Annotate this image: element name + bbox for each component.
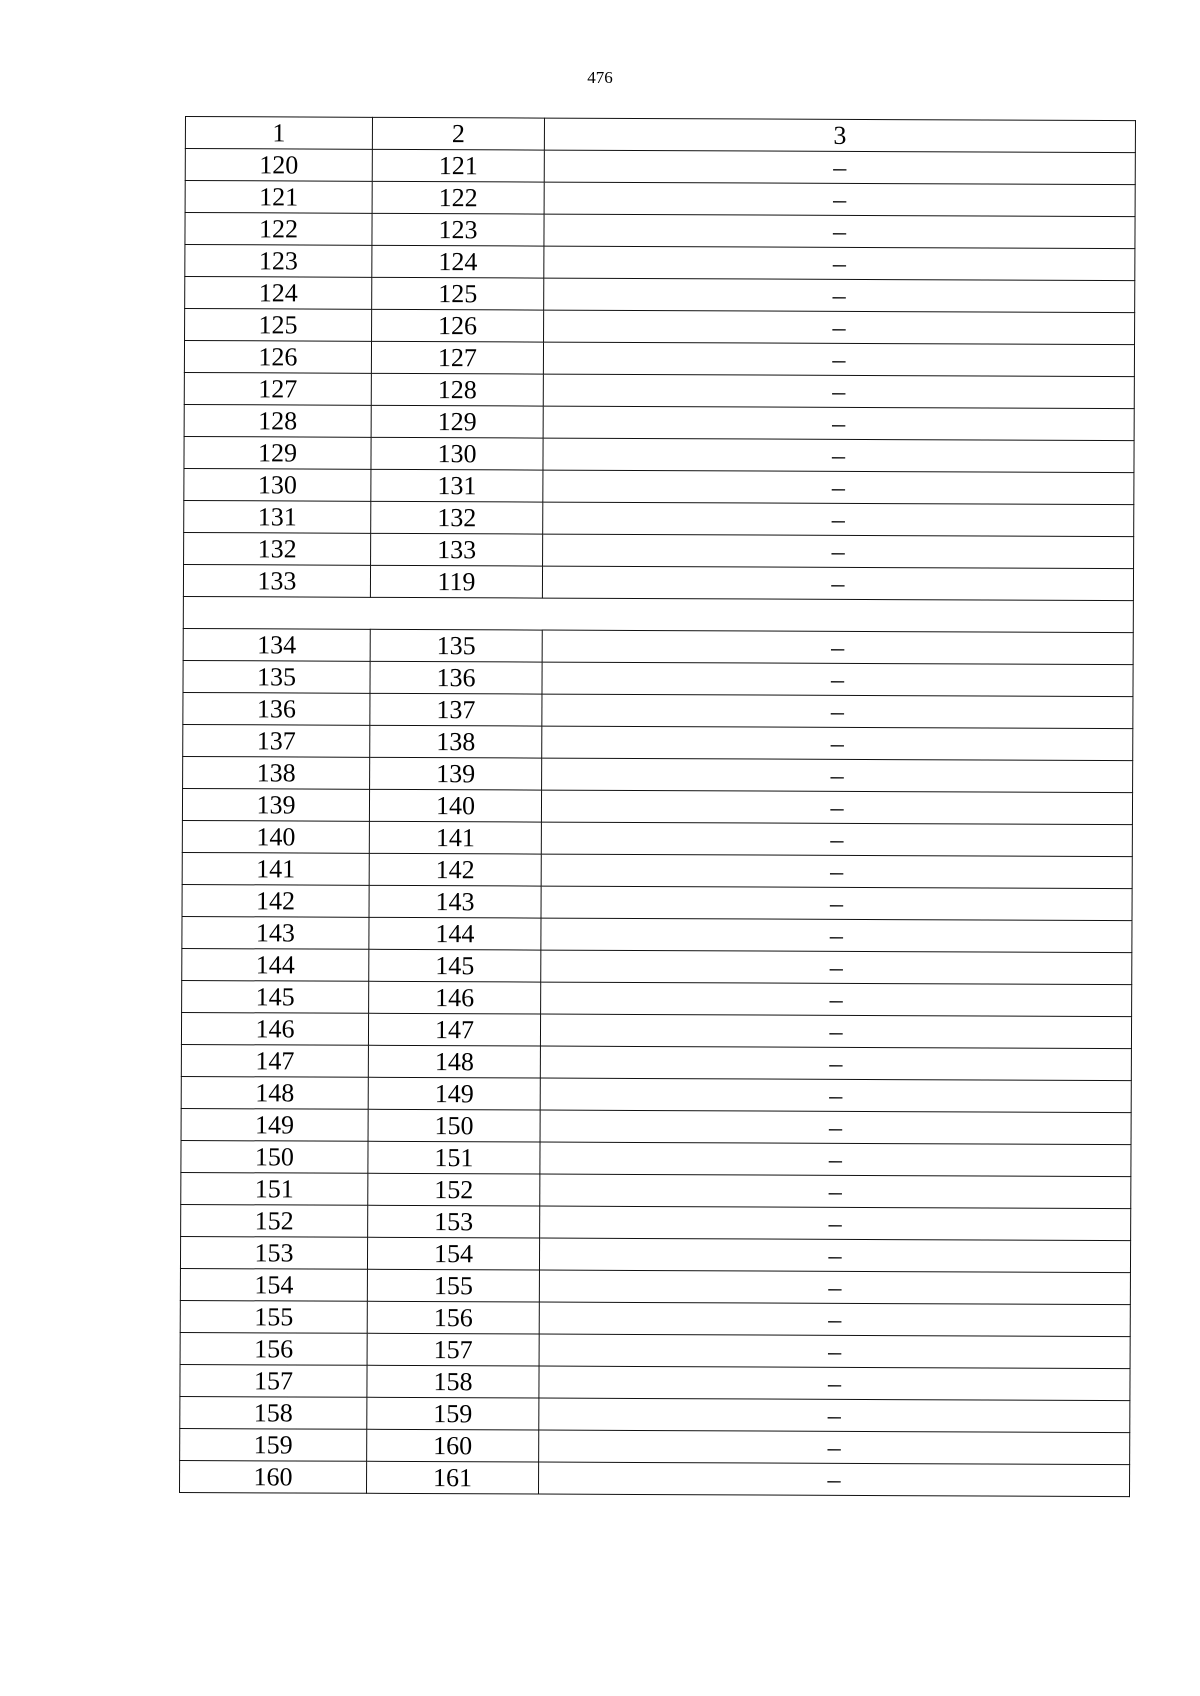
table-cell: 137: [370, 693, 542, 726]
table-cell: 127: [184, 372, 371, 405]
table-row: [181, 1076, 1131, 1112]
table-cell: 131: [184, 500, 371, 533]
table-cell: 148: [181, 1076, 368, 1109]
table-row: [181, 1140, 1131, 1176]
table-cell: –: [540, 1014, 1131, 1049]
table-row: [185, 277, 1135, 313]
table-row: [184, 468, 1134, 504]
table-row: [182, 788, 1132, 824]
data-table: [179, 116, 1136, 1497]
table-cell: –: [542, 758, 1133, 793]
table-cell: –: [540, 1046, 1131, 1081]
table-row: [181, 1172, 1131, 1208]
table-cell: –: [540, 1174, 1131, 1209]
table-cell: –: [543, 470, 1134, 505]
table-cell: 146: [181, 1012, 368, 1045]
table-cell: 132: [184, 532, 371, 565]
table-cell: 143: [369, 885, 541, 918]
table-cell: 135: [183, 660, 370, 693]
table-row: [183, 756, 1133, 792]
table-row: [185, 149, 1135, 185]
section-divider-row: [183, 596, 1133, 632]
empty-divider-cell: [183, 596, 1133, 632]
page-number: 476: [587, 68, 613, 87]
table-cell: 136: [183, 692, 370, 725]
table-cell: 138: [183, 756, 370, 789]
table-cell: –: [541, 982, 1132, 1017]
table-cell: –: [539, 1430, 1130, 1465]
table-cell: –: [539, 1270, 1130, 1305]
table-cell: 129: [184, 436, 371, 469]
table-cell: –: [542, 694, 1133, 729]
table-cell: 145: [182, 980, 369, 1013]
table-cell: –: [544, 310, 1135, 345]
table-cell: 128: [371, 373, 543, 406]
table-header-row: [185, 117, 1135, 153]
table-cell: 149: [368, 1077, 540, 1110]
table-row: [185, 213, 1135, 249]
table-cell: 140: [182, 820, 369, 853]
table-cell: –: [543, 406, 1134, 441]
table-cell: 156: [180, 1332, 367, 1365]
table-row: [184, 532, 1134, 568]
table-row: [183, 724, 1133, 760]
table-cell: 154: [367, 1237, 539, 1270]
table-cell: 130: [371, 437, 543, 470]
table-cell: 139: [370, 757, 542, 790]
table-cell: 147: [368, 1013, 540, 1046]
table-cell: 148: [368, 1045, 540, 1078]
table-cell: 135: [370, 629, 542, 662]
table-row: [184, 341, 1134, 377]
table-row: [180, 1396, 1130, 1432]
table-row: [183, 628, 1133, 664]
table-row: [182, 884, 1132, 920]
table-cell: 126: [372, 309, 544, 342]
table-cell: 151: [368, 1141, 540, 1174]
table-cell: –: [539, 1238, 1130, 1273]
table-cell: 127: [371, 341, 543, 374]
table-cell: –: [543, 342, 1134, 377]
table-row: [184, 436, 1134, 472]
header-cell: 2: [372, 117, 544, 150]
table-row: [181, 1108, 1131, 1144]
table-cell: –: [543, 374, 1134, 409]
table-cell: 137: [183, 724, 370, 757]
table-cell: 159: [367, 1397, 539, 1430]
table-cell: 155: [180, 1300, 367, 1333]
table-cell: –: [541, 950, 1132, 985]
table-cell: 140: [369, 789, 541, 822]
table-row: [180, 1300, 1130, 1336]
table-row: [180, 1236, 1130, 1272]
table-cell: –: [543, 534, 1134, 569]
table-row: [184, 372, 1134, 408]
table-cell: 141: [182, 852, 369, 885]
table-cell: –: [544, 182, 1135, 217]
table-cell: 126: [184, 341, 371, 374]
table-row: [181, 1012, 1131, 1048]
table-row: [181, 1044, 1131, 1080]
table-cell: –: [539, 1398, 1130, 1433]
table-cell: –: [541, 918, 1132, 953]
table-cell: 161: [366, 1461, 538, 1494]
table-cell: 139: [182, 788, 369, 821]
table-cell: 145: [369, 949, 541, 982]
table-cell: 142: [369, 853, 541, 886]
table-cell: –: [544, 278, 1135, 313]
table-cell: –: [543, 502, 1134, 537]
table-cell: –: [539, 1366, 1130, 1401]
table-cell: 158: [367, 1365, 539, 1398]
table-row: [185, 245, 1135, 281]
table-cell: –: [538, 1462, 1129, 1497]
table-cell: 144: [182, 948, 369, 981]
table-row: [181, 1204, 1131, 1240]
table-cell: 133: [183, 564, 370, 597]
table-cell: 153: [368, 1205, 540, 1238]
table-row: [180, 1428, 1130, 1464]
table-cell: 152: [181, 1204, 368, 1237]
table-body: [179, 117, 1135, 1497]
table-cell: 150: [181, 1140, 368, 1173]
table-cell: –: [541, 822, 1132, 857]
table-cell: 142: [182, 884, 369, 917]
table-cell: –: [544, 246, 1135, 281]
table-row: [185, 309, 1135, 345]
table-cell: 144: [369, 917, 541, 950]
table-cell: –: [542, 662, 1133, 697]
table-cell: 154: [180, 1268, 367, 1301]
table-cell: 122: [185, 213, 372, 246]
table-cell: –: [539, 1334, 1130, 1369]
table-cell: 160: [367, 1429, 539, 1462]
table-row: [179, 1460, 1129, 1496]
table-row: [180, 1364, 1130, 1400]
table-cell: 151: [181, 1172, 368, 1205]
table-cell: 159: [180, 1428, 367, 1461]
table-cell: 160: [179, 1460, 366, 1493]
table-cell: –: [541, 854, 1132, 889]
table-row: [180, 1332, 1130, 1368]
table-row: [184, 404, 1134, 440]
table-cell: 157: [180, 1364, 367, 1397]
table-row: [183, 564, 1133, 600]
table-cell: –: [544, 150, 1135, 185]
table-cell: –: [542, 566, 1133, 601]
table-cell: –: [541, 886, 1132, 921]
table-cell: –: [543, 438, 1134, 473]
table-cell: 125: [185, 309, 372, 342]
table-cell: –: [541, 790, 1132, 825]
table-cell: 120: [185, 149, 372, 182]
table-cell: –: [540, 1206, 1131, 1241]
table-cell: 146: [369, 981, 541, 1014]
table-cell: 138: [370, 725, 542, 758]
table-cell: –: [542, 630, 1133, 665]
table-cell: –: [544, 214, 1135, 249]
table-cell: 149: [181, 1108, 368, 1141]
table-cell: 121: [372, 149, 544, 182]
table-cell: 123: [372, 213, 544, 246]
table-row: [182, 820, 1132, 856]
table-row: [180, 1268, 1130, 1304]
table-row: [182, 980, 1132, 1016]
table-cell: 132: [371, 501, 543, 534]
table-cell: 119: [370, 565, 542, 598]
table-cell: 147: [181, 1044, 368, 1077]
table-cell: 134: [183, 628, 370, 661]
table-cell: 143: [182, 916, 369, 949]
header-cell: 3: [544, 118, 1135, 153]
table-row: [185, 181, 1135, 217]
table-cell: 133: [371, 533, 543, 566]
table-cell: 152: [368, 1173, 540, 1206]
table-cell: 124: [185, 277, 372, 310]
table-cell: 150: [368, 1109, 540, 1142]
table-cell: 130: [184, 468, 371, 501]
table-cell: –: [540, 1142, 1131, 1177]
table-cell: 156: [367, 1301, 539, 1334]
table-cell: 121: [185, 181, 372, 214]
table-row: [183, 692, 1133, 728]
table-cell: 131: [371, 469, 543, 502]
table-cell: 125: [372, 277, 544, 310]
table-cell: 124: [372, 245, 544, 278]
table-cell: –: [540, 1078, 1131, 1113]
header-cell: 1: [185, 117, 372, 150]
table-row: [182, 852, 1132, 888]
table-cell: 155: [367, 1269, 539, 1302]
table-cell: 122: [372, 181, 544, 214]
table-cell: 153: [180, 1236, 367, 1269]
table-cell: –: [542, 726, 1133, 761]
table-cell: –: [539, 1302, 1130, 1337]
table-cell: 141: [369, 821, 541, 854]
table-cell: 129: [371, 405, 543, 438]
table-cell: 128: [184, 404, 371, 437]
table-cell: 123: [185, 245, 372, 278]
table-row: [183, 660, 1133, 696]
table-cell: –: [540, 1110, 1131, 1145]
table-cell: 136: [370, 661, 542, 694]
table-row: [182, 948, 1132, 984]
table-cell: 157: [367, 1333, 539, 1366]
table-row: [182, 916, 1132, 952]
table-cell: 158: [180, 1396, 367, 1429]
table-row: [184, 500, 1134, 536]
